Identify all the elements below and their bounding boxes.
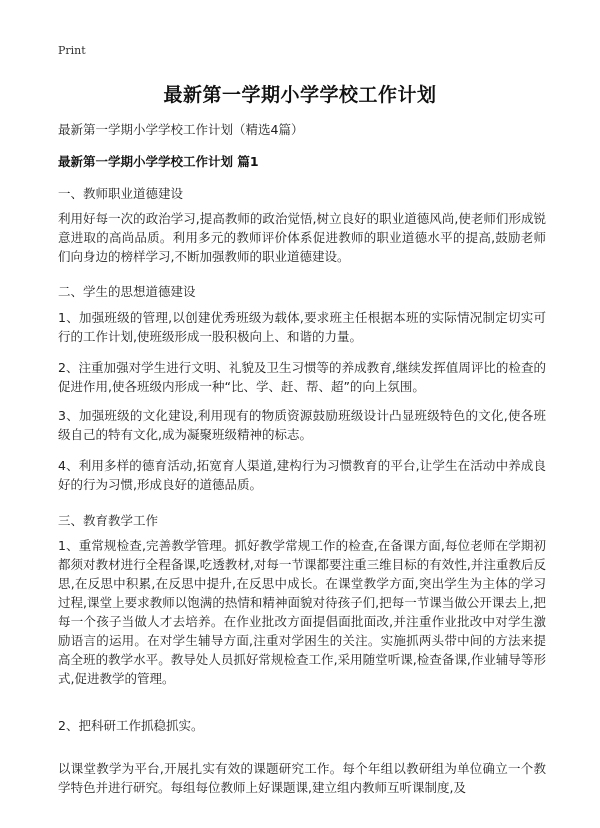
document-subtitle: 最新第一学期小学学校工作计划（精选4篇） (58, 122, 304, 137)
paragraph-teacher-ethics: 利用好每一次的政治学习,提高教师的政治觉悟,树立良好的职业道德风尚,使老师们形成锐意进取的高尚品质。利用多元的教师评价体系促进教师的职业道德水平的提高,鼓励老师们向身边的榜样学习,不断加强教师的职业道德建设。 (58, 211, 547, 264)
paragraph-research-detail: 以课堂教学为平台,开展扎实有效的课题研究工作。每个年组以教研组为单位确立一个教学特色并进行研究。每组每位教师上好课题课,建立组内教师互听课制度,及 (58, 761, 546, 795)
paragraph-habit-education: 2、注重加强对学生进行文明、礼貌及卫生习惯等的养成教育,继续发挥值周评比的检查的促进作用,使各班级内形成一种“比、学、赶、帮、超”的向上氛围。 (58, 360, 546, 394)
print-label[interactable]: Print (58, 44, 86, 57)
paragraph-teaching-management: 1、重常规检查,完善教学管理。抓好教学常规工作的检查,在备课方面,每位老师在学期初都须对教材进行全程备课,吃透教材,对每一节课都要注重三维目标的有效性,并注重教后反思,在反思中积累,在反思中提升,在反思中成长。在课堂教学方面,突出学生为主体的学习过程,课堂上要求教师以饱满的热情和精神面貌对待孩子们,把每一节课当做公开课去上,把每一个孩子当做人才去培养。在作业批改方面提倡面批面改,并注重作业批改中对学生激励语言的运用。在对学生辅导方面,注重对学困生的关注。实施抓两头带中间的方法来提高全班的教学水平。教导处人员抓好常规检查工作,采用随堂听课,检查备课,作业辅导等形式,促进教学的管理。 (58, 538, 546, 686)
section-heading-3: 三、教育教学工作 (58, 513, 159, 528)
paragraph-research-title: 2、把科研工作抓稳抓实。 (58, 718, 204, 733)
section-heading-1: 一、教师职业道德建设 (58, 186, 184, 201)
paragraph-class-culture: 3、加强班级的文化建设,利用现有的物质资源鼓励班级设计凸显班级特色的文化,使各班级自己的特有文化,成为凝聚班级精神的标志。 (58, 408, 546, 442)
section-heading-2: 二、学生的思想道德建设 (58, 284, 196, 299)
article-heading: 最新第一学期小学学校工作计划 篇1 (58, 154, 259, 169)
paragraph-moral-activities: 4、利用多样的德育活动,拓宽育人渠道,建构行为习惯教育的平台,让学生在活动中养成良好的行为习惯,形成良好的道德品质。 (58, 458, 546, 492)
paragraph-class-management: 1、加强班级的管理,以创建优秀班级为载体,要求班主任根据本班的实际情况制定切实可行的工作计划,使班级形成一股积极向上、和谐的力量。 (58, 310, 546, 344)
page-title: 最新第一学期小学学校工作计划 (163, 84, 437, 106)
